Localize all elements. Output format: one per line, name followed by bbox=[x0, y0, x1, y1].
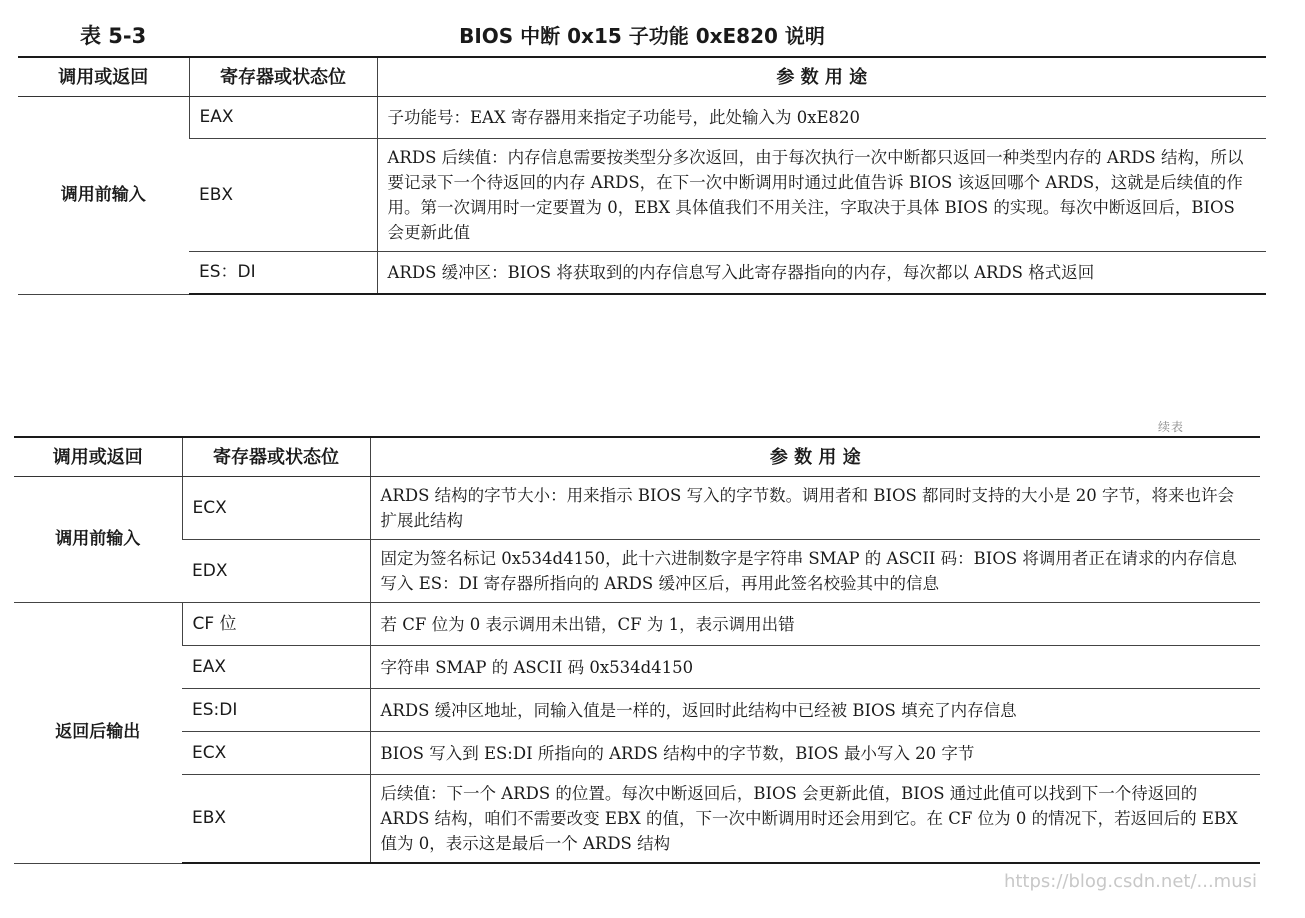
header-register: 寄存器或状态位 bbox=[189, 57, 377, 97]
table-row bbox=[14, 775, 1260, 864]
header-purpose: 参 数 用 途 bbox=[370, 437, 1260, 477]
phase-cell-output: 返回后输出 bbox=[14, 603, 182, 864]
ardss-continued-table bbox=[14, 436, 1260, 864]
table-caption bbox=[18, 18, 1266, 54]
table-row bbox=[18, 252, 1266, 295]
header-register: 寄存器或状态位 bbox=[182, 437, 370, 477]
description-cell: ARDS 缓冲区地址，同输入值是一样的，返回时此结构中已经被 BIOS 填充了内存信息 bbox=[370, 689, 1260, 732]
register-cell: ES：DI bbox=[189, 252, 377, 295]
description-cell: ARDS 后续值：内存信息需要按类型分多次返回，由于每次执行一次中断都只返回一种类型内存的 ARDS 结构，所以要记录下一个待返回的内存 ARDS，在下一次中断调用时通过此值告诉 BIOS 该返回哪个 ARDS，这就是后续值的作用。第一次调用时一定要置为 0，EBX 具体值我们不用关注，字取决于具体 BIOS 的实现。每次中断返回后，BIOS 会更新此值 bbox=[377, 139, 1266, 252]
register-cell: ES:DI bbox=[182, 689, 370, 732]
description-cell: ARDS 结构的字节大小：用来指示 BIOS 写入的字节数。调用者和 BIOS 都同时支持的大小是 20 字节，将来也许会扩展此结构 bbox=[370, 477, 1260, 540]
register-cell: ECX bbox=[182, 477, 370, 540]
table-row bbox=[18, 139, 1266, 252]
table-row bbox=[14, 646, 1260, 689]
header-call-or-return: 调用或返回 bbox=[18, 57, 189, 97]
table-row bbox=[14, 477, 1260, 540]
watermark: https://blog.csdn.net/...musi bbox=[1003, 871, 1257, 892]
register-cell: CF 位 bbox=[182, 603, 370, 646]
table-header-row bbox=[14, 437, 1260, 477]
description-cell: 字符串 SMAP 的 ASCII 码 0x534d4150 bbox=[370, 646, 1260, 689]
register-cell: EBX bbox=[182, 775, 370, 864]
header-purpose: 参 数 用 途 bbox=[377, 57, 1266, 97]
register-cell: EDX bbox=[182, 540, 370, 603]
table-title: BIOS 中断 0x15 子功能 0xE820 说明 bbox=[459, 24, 825, 48]
register-cell: EBX bbox=[189, 139, 377, 252]
description-cell: 子功能号：EAX 寄存器用来指定子功能号，此处输入为 0xE820 bbox=[377, 97, 1266, 139]
table-row bbox=[14, 603, 1260, 646]
register-cell: ECX bbox=[182, 732, 370, 775]
table-row bbox=[14, 732, 1260, 775]
description-cell: ARDS 缓冲区：BIOS 将获取到的内存信息写入此寄存器指向的内存，每次都以 ARDS 格式返回 bbox=[377, 252, 1266, 295]
header-call-or-return: 调用或返回 bbox=[14, 437, 182, 477]
description-cell: 后续值：下一个 ARDS 的位置。每次中断返回后，BIOS 会更新此值，BIOS 通过此值可以找到下一个待返回的 ARDS 结构，咱们不需要改变 EBX 的值，下一次中断调用时还会用到它。在 CF 位为 0 的情况下，若返回后的 EBX 值为 0，表示这是最后一个 ARDS 结构 bbox=[370, 775, 1260, 864]
continuation-mark: 续表 bbox=[1158, 420, 1185, 434]
phase-cell-input: 调用前输入 bbox=[14, 477, 182, 603]
description-cell: 若 CF 位为 0 表示调用未出错，CF 为 1，表示调用出错 bbox=[370, 603, 1260, 646]
register-cell: EAX bbox=[189, 97, 377, 139]
description-cell: BIOS 写入到 ES:DI 所指向的 ARDS 结构中的字节数，BIOS 最小写入 20 字节 bbox=[370, 732, 1260, 775]
table-row bbox=[18, 97, 1266, 139]
table-row bbox=[14, 540, 1260, 603]
table-header-row bbox=[18, 57, 1266, 97]
register-cell: EAX bbox=[182, 646, 370, 689]
table-number: 表 5-3 bbox=[80, 24, 147, 48]
ardss-input-table bbox=[18, 56, 1266, 295]
description-cell: 固定为签名标记 0x534d4150，此十六进制数字是字符串 SMAP 的 ASCII 码：BIOS 将调用者正在请求的内存信息写入 ES：DI 寄存器所指向的 ARDS 缓冲区后，再用此签名校验其中的信息 bbox=[370, 540, 1260, 603]
phase-cell-input: 调用前输入 bbox=[18, 97, 189, 295]
table-row bbox=[14, 689, 1260, 732]
